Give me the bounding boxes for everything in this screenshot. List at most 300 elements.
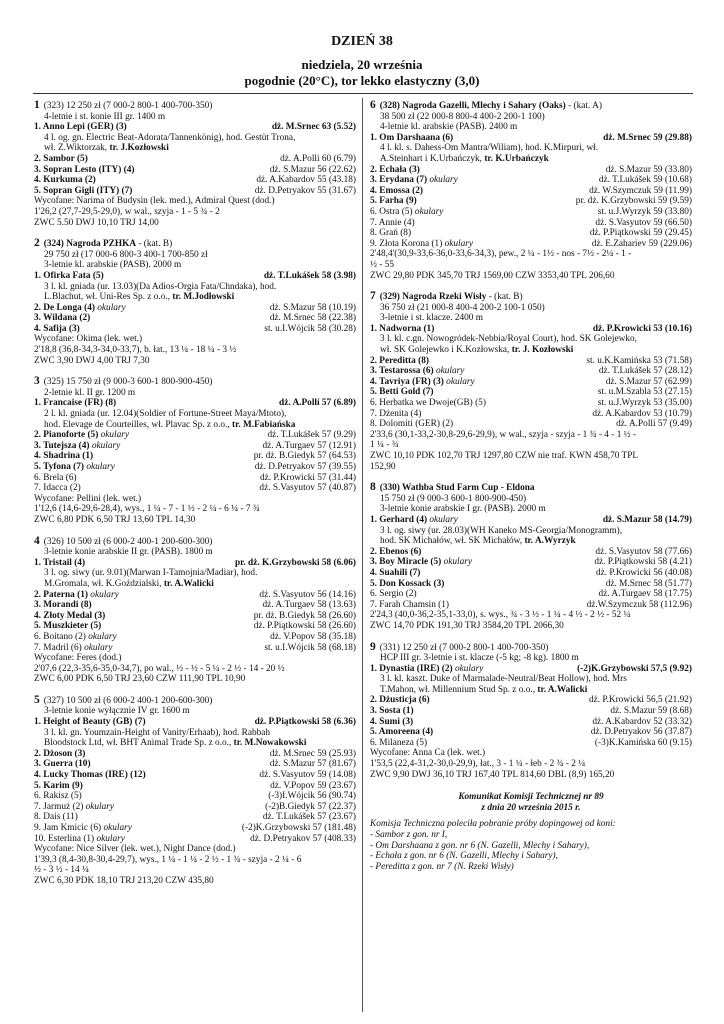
race-number: 2 xyxy=(34,237,40,250)
horse-wrap xyxy=(34,781,83,792)
race-block xyxy=(370,100,692,281)
trainer-name: tr. M.Jodłowski xyxy=(172,292,235,303)
horse-wrap xyxy=(370,738,427,749)
winner-details: 3 l. kl. gn. Youmzain-Height of Vanity/Erhaab), hod. Rabbah xyxy=(44,727,271,738)
horse-wrap xyxy=(370,600,449,611)
horse-name: 3. Guerra (10) xyxy=(34,759,91,770)
jockey-name: dż. P.Krowicki 56,5 (21.92) xyxy=(588,695,692,706)
race-conditions: 15 750 zł (9 000-3 600-1 800-900-450) xyxy=(380,493,527,504)
jockey-name: (-3)I.Wójcik 56 (90.74) xyxy=(268,791,356,802)
winner-jockey: dż. A.Pollí 57 (6.89) xyxy=(279,398,356,409)
jockey-name: dż. A.Turgaev 57 (12.91) xyxy=(262,440,356,451)
result-row xyxy=(370,568,692,579)
result-row xyxy=(370,366,692,377)
jockey-name: dż. S.Mazur 57 (62.99) xyxy=(605,376,692,387)
result-row xyxy=(34,781,356,792)
commission-date: z dnia 20 września 2015 r. xyxy=(481,802,581,813)
race-block xyxy=(34,100,356,228)
winner-details: 4 l. kl. s. Dahess-Om Mantra/Wiliam), hod. K.Mirpuri, wł. xyxy=(380,143,599,154)
race-conditions: HCP III gr. 3-letnie i st. klacze (-5 kg; -8 kg). 1800 m xyxy=(380,653,579,664)
day-title: DZIEŃ 38 xyxy=(331,34,393,49)
blinkers-note: okulary xyxy=(85,631,117,642)
winner-details: 3 l. kl. kaszt. Duke of Marmalade-Neutral/Beat Hollow), hod. Mrs xyxy=(380,674,627,685)
jockey-name: dż. S.Mazur 58 (10.19) xyxy=(269,302,356,313)
race-header xyxy=(370,100,692,112)
winner-owner-line xyxy=(34,292,356,303)
race-summary-line: ZWC 3,90 DWJ 4,00 TRJ 7,30 xyxy=(34,355,150,366)
race-header xyxy=(34,695,356,707)
winner-name-wrap xyxy=(34,122,127,133)
horse-name: 3. Morandi (8) xyxy=(34,600,92,611)
horse-name: 5. Muszkieter (5) xyxy=(34,621,102,632)
result-row xyxy=(34,313,356,324)
race-summary-line: 2'18,8 (36,8-34,3-34,0-33,7), b. łat., 13 ¼ - 18 ¼ - 3 ½ xyxy=(34,345,237,356)
right-races xyxy=(370,100,692,780)
trainer-name: tr. J. Kozłowski xyxy=(511,345,574,356)
result-row xyxy=(370,218,692,229)
result-row xyxy=(370,186,692,197)
winner-name: 1. Dynastia (IRE) (2) xyxy=(370,663,453,674)
horse-name: 3. Sosta (1) xyxy=(370,706,414,717)
winner-name: 1. Tristail (4) xyxy=(34,557,86,568)
horse-name: 5. Tyfona (7) xyxy=(34,462,85,472)
race-header xyxy=(370,482,692,494)
winner-details: 3 l. kl. c.gn. Nowogródek-Nebbia/Royal Court), hod. SK Golejewko, xyxy=(380,334,637,345)
result-row xyxy=(370,706,692,717)
race-summary-line: ½ - 55 xyxy=(370,259,395,270)
horse-wrap xyxy=(34,643,113,654)
horse-name: 3. Erydana (7) xyxy=(370,175,428,186)
horse-name: 5. Farha (9) xyxy=(370,196,417,207)
horse-name: 7. Dżenita (4) xyxy=(370,408,422,419)
horse-name: 6. Brela (6) xyxy=(34,472,77,483)
race-number: 3 xyxy=(34,375,40,388)
horse-name: 4. Złoty Medal (3) xyxy=(34,610,106,621)
jockey-name: dż. D.Petryakov 57 (408.33) xyxy=(250,833,356,844)
winner-name-wrap xyxy=(34,717,146,728)
race-name: (328) Nagroda Gazelli, Mlechy i Sahary (Oaks) xyxy=(379,101,566,111)
blinkers-note: okulary xyxy=(427,175,458,186)
jockey-name: pr. dż. B.Giedyk 57 (64.53) xyxy=(253,451,356,462)
winner-jockey: (-2)K.Grzybowski 57,5 (9.92) xyxy=(577,663,692,674)
blinkers-note: okulary xyxy=(94,833,125,844)
blinkers-note: okulary xyxy=(442,238,474,249)
commission-title: Komunikat Komisji Technicznej nr 89 xyxy=(458,792,604,803)
horse-wrap xyxy=(370,589,417,600)
result-row xyxy=(34,791,356,802)
race-header xyxy=(370,642,692,654)
column-divider xyxy=(362,98,363,1012)
jockey-name: dż. M.Srnec 59 (25.93) xyxy=(269,748,356,759)
jockey-name: dż. A.Kabardov 55 (43.18) xyxy=(256,175,356,186)
jockey-name: st. u.J.Wyrzyk 59 (33.80) xyxy=(597,206,692,217)
horse-wrap xyxy=(34,590,119,601)
blinkers-note: okulary xyxy=(98,430,130,441)
jockey-name: dż. S.Mazur 59 (8.68) xyxy=(610,706,692,717)
winner-name-wrap xyxy=(34,558,85,569)
race-number: 9 xyxy=(370,640,376,653)
result-row xyxy=(370,409,692,420)
winner-owner-line xyxy=(34,579,356,590)
race-summary-line: ZWC 9,90 DWJ 36,10 TRJ 167,40 TPL 814,60 DBL (8,9) 165,20 xyxy=(370,769,615,780)
horse-name: 6. Sergio (2) xyxy=(370,589,417,600)
winner-row xyxy=(34,122,356,133)
trainer-name: tr. K.Urbańczyk xyxy=(484,153,549,164)
result-row xyxy=(370,547,692,558)
jockey-name: dż. E.Zahariev 59 (229.06) xyxy=(591,238,692,249)
horse-name: 4. Kurkuma (2) xyxy=(34,175,96,186)
commission-line: - Pereditta z gon. nr 7 (N. Rzeki Wisły) xyxy=(370,861,514,872)
trainer-name: tr. A.Wyrzyk xyxy=(524,536,576,547)
jockey-name: dż. T.Lukášek 57 (23.67) xyxy=(262,812,356,823)
winner-jockey: dż. P.Krowicki 53 (10.16) xyxy=(592,323,692,334)
horse-wrap xyxy=(370,706,414,717)
result-row xyxy=(34,834,356,845)
horse-wrap xyxy=(34,759,91,770)
race-block xyxy=(34,238,356,366)
race-category: - (kat. B) xyxy=(136,239,173,250)
horse-wrap xyxy=(34,430,129,441)
result-row xyxy=(34,611,356,622)
horse-name: 4. Shadrina (1) xyxy=(34,451,94,462)
horse-name: 5. Karim (9) xyxy=(34,780,83,791)
jockey-name: dż.W.Szymczuk 58 (112.96) xyxy=(586,599,692,610)
horse-wrap xyxy=(370,568,420,579)
horse-name: 7. Annie (4) xyxy=(370,217,415,228)
race-summary-line: 1'26,2 (27,7-29,5-29,0), w wal., szyja - 1 - 5 ¾ - 2 xyxy=(34,206,220,217)
winner-owner-line xyxy=(370,154,692,165)
horse-name: 10. Esterlina (1) xyxy=(34,833,95,844)
horse-wrap xyxy=(370,717,413,728)
jockey-name: st. u.I.Wójcik 58 (30.28) xyxy=(264,323,356,334)
jockey-name: dż. V.Popov 59 (23.67) xyxy=(270,780,356,791)
horse-wrap xyxy=(370,165,420,176)
race-header xyxy=(34,536,356,548)
winner-details: 3 l. kl. gniada (ur. 13.03)(Da Adios-Orgia Fata/Chndaka), hod. xyxy=(44,281,277,292)
result-row xyxy=(370,738,692,749)
jockey-name: dż. M.Srnec 58 (51.77) xyxy=(605,578,692,589)
horse-name: 3. Testarossa (6) xyxy=(370,366,434,377)
race-name: (324) Nagroda PZHKA xyxy=(43,239,137,250)
trainer-name: tr. A.Walicki xyxy=(537,684,588,695)
trainer-name: tr. J.Kozłowski xyxy=(109,143,169,154)
winner-row xyxy=(34,398,356,409)
owner-text: wł. Z.Wiktorzak, xyxy=(44,143,110,154)
owner-text: A.Steinhart i K.Urbańczyk, xyxy=(380,153,485,164)
jockey-name: pr. dż. K.Grzybowski 59 (9.59) xyxy=(575,196,692,207)
horse-name: 5. Amoreena (4) xyxy=(370,727,434,738)
winner-name-wrap xyxy=(34,398,116,409)
winner-jockey: pr. dż. K.Grzybowski 58 (6.06) xyxy=(234,557,356,568)
winner-details: 3 l. og. siwy (ur. 9.01)(Marwan I-Tamojnia/Madiar), hod. xyxy=(44,568,258,579)
horse-wrap xyxy=(370,557,472,568)
right-column xyxy=(370,100,692,872)
horse-wrap xyxy=(34,154,88,165)
result-row xyxy=(34,451,356,462)
jockey-name: dż. A.Polli 60 (6.79) xyxy=(280,153,356,164)
race-summary-line: Wycofane: Nice Silver (lek. wet.), Night Dance (dod.) xyxy=(34,844,236,855)
race-block xyxy=(34,376,356,525)
race-number: 5 xyxy=(34,693,40,706)
horse-name: 7. Madril (6) xyxy=(34,642,82,653)
result-row xyxy=(370,196,692,207)
result-row xyxy=(370,377,692,388)
horse-name: 4. Emossa (2) xyxy=(370,185,423,196)
commission-line: - Echała z gon. nr 6 (N. Gazelli, Mlechy i Sahary), xyxy=(370,851,558,862)
horse-wrap xyxy=(370,387,434,398)
race-summary-line: 2'48,4'(30,9-33,6-36,0-33,6-34,3), pew., 2 ¼ - 1½ - nos - 7½ - 2¼ - 1 - xyxy=(370,249,632,260)
winner-owner-line xyxy=(34,738,356,749)
date-line: niedziela, 20 września xyxy=(301,57,423,72)
result-row xyxy=(370,207,692,218)
race-category: - (kat. A) xyxy=(565,101,602,111)
jockey-name: dż. A.Turgaev 58 (13.63) xyxy=(262,600,356,611)
result-row xyxy=(34,643,356,654)
winner-jockey: dż. T.Lukášek 58 (3.98) xyxy=(263,270,356,281)
horse-wrap xyxy=(370,356,429,367)
result-row xyxy=(370,717,692,728)
result-row xyxy=(370,165,692,176)
race-conditions: 3-letnie i st. klacze. 2400 m xyxy=(380,313,484,324)
jockey-name: dż. D.Petryakov 55 (31.67) xyxy=(254,185,356,196)
winner-name: 1. Height of Beauty (GB) (7) xyxy=(34,717,146,728)
jockey-name: dż. S.Vasyutov 59 (66.50) xyxy=(595,217,692,228)
horse-name: 4. Lucky Thomas (IRE) (12) xyxy=(34,770,146,781)
race-summary-line: Wycofane: Narima of Budysin (lek. med.), Admiral Quest (dod.) xyxy=(34,196,275,207)
commission-line: - Om Darshaana z gon. nr 6 (N. Gazelli, Mlechy i Sahary), xyxy=(370,840,590,851)
result-row xyxy=(34,165,356,176)
result-row xyxy=(34,600,356,611)
horse-wrap xyxy=(34,186,132,197)
race-conditions: 2-letnie kl. II gr. 1200 m xyxy=(44,387,136,398)
winner-jockey: dż. M.Srnec 63 (5.52) xyxy=(271,122,356,133)
jockey-name: (-2)B.Giedyk 57 (22.37) xyxy=(265,801,356,812)
blinkers-note: okulary xyxy=(89,440,121,451)
horse-wrap xyxy=(34,823,132,834)
result-row xyxy=(34,154,356,165)
jockey-name: st. u.J.Wyrzyk 53 (35.00) xyxy=(597,398,692,409)
result-row xyxy=(370,398,692,409)
horse-wrap xyxy=(370,377,475,388)
jockey-name: dż. A.Pollí 57 (9.49) xyxy=(616,419,692,430)
winner-row xyxy=(34,271,356,282)
blinkers-note: okulary xyxy=(81,642,113,653)
result-row xyxy=(34,812,356,823)
horse-name: 4. Safija (3) xyxy=(34,323,80,334)
race-name: (329) Nagroda Rzeki Wisły xyxy=(379,292,487,303)
jockey-name: dż. P.Piątkowski 58 (4.21) xyxy=(594,557,692,568)
winner-name: 1. Anno Lepi (GER) (3) xyxy=(34,122,127,133)
winner-name: 1. Gerhard (4) xyxy=(370,514,428,525)
owner-text: hod. SK Michałów, wł. SK Michałów, xyxy=(380,536,525,547)
horse-wrap xyxy=(34,451,93,462)
race-summary-line: 2'07,6 (22,3-35,6-35,0-34,7), po wal., ½ - ½ - 5 ¼ - 2 ½ - 14 - 20 ½ xyxy=(34,663,285,674)
horse-name: 9. Jam Kmicic (6) xyxy=(34,823,102,833)
winner-row xyxy=(370,133,692,144)
result-row xyxy=(370,557,692,568)
race-summary-line: Wycofane: Okima (lek. wet.) xyxy=(34,334,143,345)
jockey-name: dż. D.Petryakov 56 (37.87) xyxy=(590,727,692,738)
jockey-name: dż. S.Mazur 57 (81.67) xyxy=(269,759,356,770)
race-summary-line: Wycofane: Pellini (lek. wet.) xyxy=(34,493,142,504)
horse-name: 2. Paterna (1) xyxy=(34,589,88,600)
race-header xyxy=(34,238,356,250)
owner-text: T.Mahon, wł. Millennium Stud Sp. z o.o., xyxy=(380,684,538,695)
race-prize: (331) 12 250 zł (7 000-2 800-1 400-700-350) xyxy=(379,642,549,653)
jockey-name: dż. S.Vasyutov 57 (40.87) xyxy=(259,483,356,494)
race-summary-line: ZWC 10,10 PDK 102,70 TRJ 1297,80 CZW nie traf. KWN 458,70 TPL xyxy=(370,451,639,461)
winner-name: 1. Ofirka Fata (5) xyxy=(34,270,104,281)
horse-name: 6. Ostra (5) xyxy=(370,206,413,217)
horse-name: 2. Pianoforte (5) xyxy=(34,430,99,441)
result-row xyxy=(34,473,356,484)
result-row xyxy=(34,441,356,452)
result-row xyxy=(370,579,692,590)
jockey-name: dż. A.Turgaev 58 (17.75) xyxy=(598,589,692,600)
horse-name: 6. Herbatka we Dwoje(GB) (5) xyxy=(370,398,486,409)
result-row xyxy=(370,175,692,186)
commission-notice xyxy=(370,792,692,872)
race-block xyxy=(34,695,356,887)
horse-wrap xyxy=(34,473,77,484)
winner-details: 3 l. og. siwy (ur. 28.03)(WH Kaneko MS-Georgia/Monogramm), xyxy=(380,525,623,536)
race-name: (330) Wathba Stud Farm Cup - Eldona xyxy=(379,483,535,494)
race-summary-line: ZWC 6,30 PDK 18,10 TRJ 213,20 CZW 435,80 xyxy=(34,875,214,886)
horse-wrap xyxy=(370,695,430,706)
race-conditions: 3-letnie kl. arabskie (PASB). 2000 m xyxy=(44,260,182,271)
horse-wrap xyxy=(34,483,81,494)
horse-wrap xyxy=(34,611,105,622)
jockey-name: dż. P.Piątkowski 58 (26.60) xyxy=(253,621,356,632)
winner-jockey: dż. P.Piątkowski 58 (6.36) xyxy=(254,717,356,728)
blinkers-note: okulary xyxy=(84,462,115,472)
result-row xyxy=(34,632,356,643)
horse-wrap xyxy=(370,409,421,420)
trainer-name: tr. M.Nowakowski xyxy=(233,738,307,749)
race-summary-line: 1'39,3 (8,4-30,8-30,4-29,7), wys., 1 ¼ - 1 ¼ - 2 ½ - 1 ¾ - szyja - 2 ¼ - 6 xyxy=(34,854,302,865)
horse-wrap xyxy=(34,770,146,781)
winner-row xyxy=(34,717,356,728)
jockey-name: dż. S.Mazur 56 (22.62) xyxy=(269,164,356,175)
jockey-name: dż. P.Krowicki 56 (40.08) xyxy=(595,567,692,578)
horse-wrap xyxy=(34,600,92,611)
commission-line: - Sambor z gon. nr I, xyxy=(370,830,448,840)
result-row xyxy=(34,802,356,813)
race-summary-line: ZWC 5.50 DWJ 10,10 TRJ 14,00 xyxy=(34,217,159,228)
race-summary-line: 2'33,6 (30,1-33,2-30,8-29,6-29,9), w wal., szyja - szyja - 1 ¾ - 4 - 1 ½ - xyxy=(370,429,637,440)
horse-name: 4. Tavriya (FR) (3) xyxy=(370,376,444,387)
race-number: 7 xyxy=(370,290,376,303)
jockey-name: dż. M.Srnec 58 (22.38) xyxy=(269,313,356,324)
trainer-name: tr. M.Fabiańska xyxy=(231,419,296,430)
result-row xyxy=(370,419,692,430)
horse-name: 6. Boitano (2) xyxy=(34,631,86,642)
blinkers-note: okulary xyxy=(452,663,484,674)
result-row xyxy=(34,186,356,197)
horse-wrap xyxy=(34,802,114,813)
horse-name: 5. Betti Gold (7) xyxy=(370,387,434,398)
race-summary-line: ½ - 3 ½ - 14 ¼ xyxy=(34,865,90,876)
horse-name: 7. Farah Chamsin (1) xyxy=(370,599,450,610)
race-summary-line: 1'53,5 (22,4-31,2-30,0-29,9), łat., 3 - 1 ¼ - łeb - 2 ¾ - 2 ¼ xyxy=(370,759,586,770)
result-row xyxy=(34,324,356,335)
jockey-name: dż. A.Kabardov 52 (33.32) xyxy=(592,716,692,727)
jockey-name: dż. S.Mazur 59 (33.80) xyxy=(605,164,692,175)
winner-details: 2 l. kl. gniada (ur. 12.04)(Soldier of Fortune-Street Maya/Mtoto), xyxy=(44,409,287,420)
horse-wrap xyxy=(370,239,473,250)
horse-name: 2. Echała (3) xyxy=(370,164,420,175)
result-row xyxy=(370,695,692,706)
horse-wrap xyxy=(370,366,464,377)
result-row xyxy=(34,770,356,781)
horse-name: 3. Sopran Lesto (ITY) (4) xyxy=(34,164,135,175)
horse-wrap xyxy=(370,218,415,229)
result-row xyxy=(370,239,692,250)
blinkers-note: okulary xyxy=(101,823,132,833)
race-number: 4 xyxy=(34,534,40,547)
horse-wrap xyxy=(34,324,80,335)
horse-wrap xyxy=(370,727,433,738)
owner-text: wł. SK Golejewko i K.Kozłowska, xyxy=(380,345,512,356)
jockey-name: st. u.I.Wójcik 58 (68.18) xyxy=(264,642,356,653)
race-conditions: 29 750 zł (17 000-6 800-3 400-1 700-850 zł xyxy=(44,249,208,260)
winner-name-wrap xyxy=(370,324,434,335)
horse-name: 3. Tutejsza (4) xyxy=(34,440,90,451)
horse-wrap xyxy=(34,462,115,473)
horse-wrap xyxy=(370,196,417,207)
result-row xyxy=(370,727,692,738)
jockey-name: dż. S.Vasyutov 56 (14.16) xyxy=(259,589,356,600)
jockey-name: dż. T.Lukášek 57 (28.12) xyxy=(598,366,692,377)
horse-name: 4. Sumi (3) xyxy=(370,716,414,727)
horse-name: 8. Dolomiti (GER) (2) xyxy=(370,419,454,430)
winner-owner-line xyxy=(370,345,692,356)
winner-owner-line xyxy=(370,685,692,696)
horse-name: 2. Dżusticja (6) xyxy=(370,695,430,706)
result-row xyxy=(370,600,692,611)
horse-name: 5. Sopran Gigli (ITY) (7) xyxy=(34,185,133,196)
blinkers-note: okulary xyxy=(443,376,475,387)
horse-name: 3. Wildana (2) xyxy=(34,313,91,324)
horse-wrap xyxy=(34,632,117,643)
winner-name-wrap xyxy=(370,133,453,144)
race-prize: (325) 15 750 zł (9 000-3 600-1 800-900-450) xyxy=(43,377,213,388)
winner-name-wrap xyxy=(370,664,483,675)
horse-name: 8. Grań (8) xyxy=(370,228,412,239)
horse-wrap xyxy=(34,175,96,186)
race-header xyxy=(370,291,692,303)
horse-wrap xyxy=(370,579,444,590)
jockey-name: dż. D.Petryakov 57 (39.55) xyxy=(254,462,356,472)
race-summary-line: 152,90 xyxy=(370,461,396,472)
jockey-name: dż. A.Kabardov 53 (10.79) xyxy=(592,408,692,419)
result-row xyxy=(370,387,692,398)
jockey-name: dż. W.Szymczuk 59 (11.99) xyxy=(589,185,692,196)
winner-jockey: dż. S.Mazur 58 (14.79) xyxy=(602,514,692,525)
result-row xyxy=(34,303,356,314)
horse-name: 9. Złota Korona (1) xyxy=(370,238,443,249)
jockey-name: pr. dż. B.Giedyk 58 (26.60) xyxy=(253,610,356,621)
horse-wrap xyxy=(34,165,134,176)
jockey-name: dż. S.Vasyutov 59 (14.08) xyxy=(259,770,356,781)
jockey-name: dż. T.Lukášek 59 (10.68) xyxy=(598,175,692,186)
horse-wrap xyxy=(370,419,453,430)
winner-name: 1. Francaise (FR) (8) xyxy=(34,398,117,409)
jockey-name: (-2)K.Grzybowski 57 (181.48) xyxy=(241,823,356,833)
result-row xyxy=(370,589,692,600)
race-summary-line: Wycofane: Feres (dod.) xyxy=(34,653,122,664)
winner-owner-line xyxy=(34,420,356,431)
